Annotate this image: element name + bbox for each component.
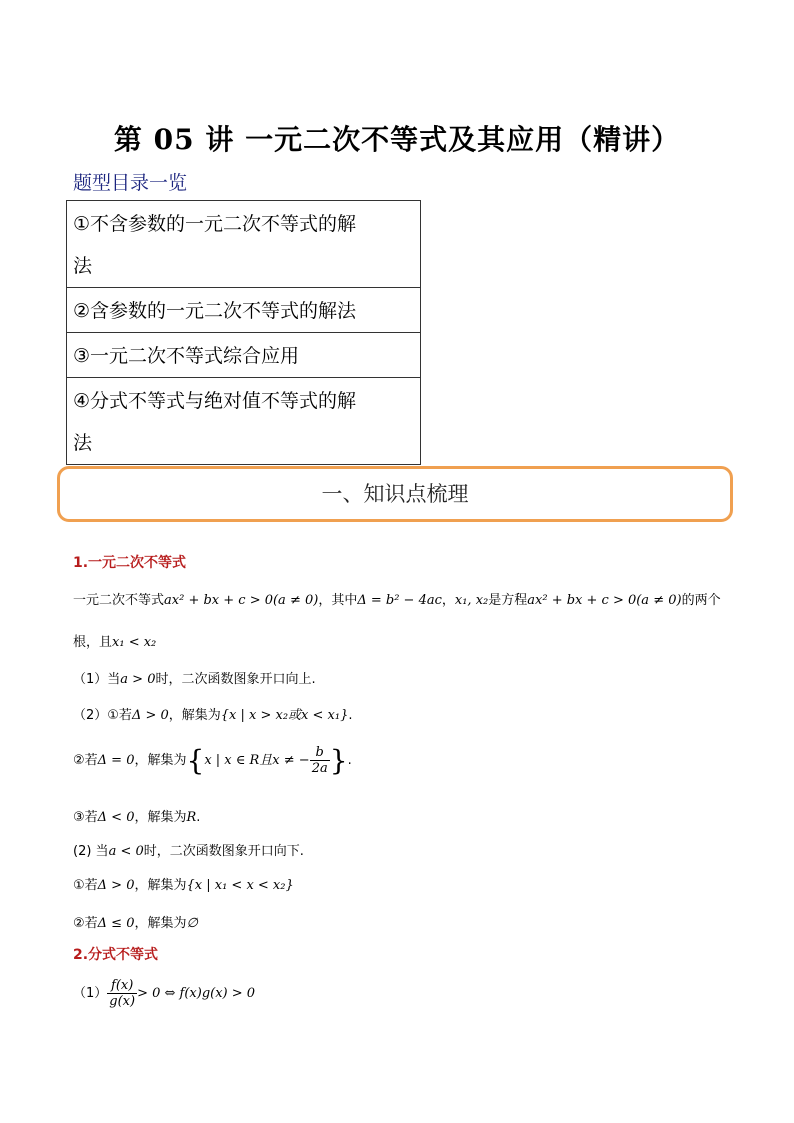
fraction-b-over-2a: $\frac{b}{2a}$ (311, 745, 328, 776)
heading-fractional-inequality: 2.分式不等式 (73, 947, 159, 963)
case-a-positive: （1）当a > 0时，二次函数图象开口向上. (73, 672, 316, 687)
case-a-negative: (2) 当a < 0时，二次函数图象开口向下. (73, 844, 304, 859)
section-title-box: 一、知识点梳理 (57, 466, 733, 522)
toc-row (67, 378, 421, 465)
toc-item-2: ②含参数的一元二次不等式的解法 (67, 288, 421, 333)
toc-row (67, 288, 421, 333)
right-brace: } (329, 744, 348, 777)
paragraph-roots: 根，且x₁ < x₂ (73, 635, 157, 650)
toc-row (67, 201, 421, 288)
case-neg-delta-nonpositive: ②若Δ ≤ 0，解集为∅ (73, 916, 198, 931)
heading-quadratic-inequality: 1.一元二次不等式 (73, 555, 187, 571)
toc-item-3: ③一元二次不等式综合应用 (67, 333, 421, 378)
case-neg-delta-positive: ①若Δ > 0，解集为{x | x₁ < x < x₂} (73, 878, 294, 893)
case-delta-positive: （2）①若Δ > 0，解集为{x | x > x₂或x < x₁}. (73, 708, 353, 723)
fraction-f-over-g: $\frac{f(x)}{g(x)}$ (109, 978, 136, 1009)
toc-row (67, 333, 421, 378)
left-brace: { (186, 744, 205, 777)
toc-heading: 题型目录一览 (73, 172, 188, 194)
fractional-rule-1: （1） $\frac{f(x)}{g(x)}$ > 0 ⇔ f(x)g(x) > 0 (73, 978, 256, 1009)
page-title: 第 05 讲 一元二次不等式及其应用（精讲） (113, 123, 681, 156)
toc-table (66, 200, 421, 465)
toc-item-1: ①不含参数的一元二次不等式的解 法 (67, 201, 421, 288)
toc-item-4: ④分式不等式与绝对值不等式的解 法 (67, 378, 421, 465)
case-delta-negative: ③若Δ < 0，解集为R. (73, 810, 201, 825)
case-delta-zero: ②若Δ = 0，解集为{x | x ∈ R且x ≠ − $\frac{b}{2a}$ }. (73, 744, 352, 777)
paragraph-definition: 一元二次不等式ax² + bx + c > 0(a ≠ 0)，其中Δ = b² − 4ac，x₁, x₂是方程ax² + bx + c > 0(a ≠ 0)的两个 (73, 593, 721, 608)
